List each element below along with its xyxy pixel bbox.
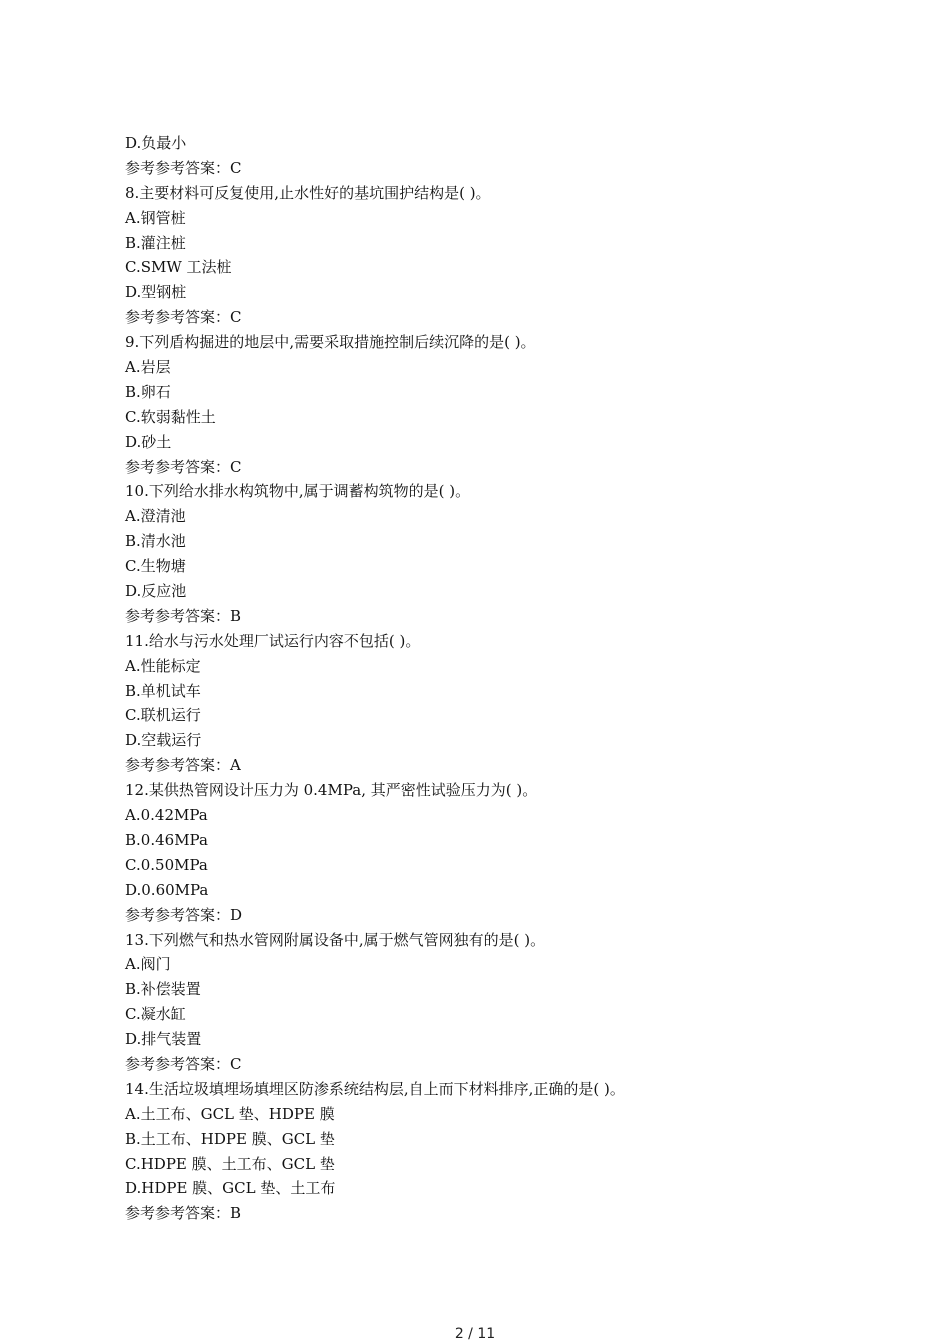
text-line: 11.给水与污水处理厂试运行内容不包括( )。 xyxy=(125,631,421,650)
text-line: 参考参考答案：C xyxy=(125,1054,242,1073)
text-line: A.澄清池 xyxy=(125,507,186,526)
text-line: B.单机试车 xyxy=(125,681,201,700)
page-number: 2 / 11 xyxy=(454,1326,496,1342)
text-line: A.土工布、GCL 垫、HDPE 膜 xyxy=(125,1104,335,1123)
text-line: C.生物塘 xyxy=(125,557,186,576)
text-line: D.负最小 xyxy=(125,134,187,152)
text-line: 参考参考答案：D xyxy=(125,905,243,924)
text-line: D.砂土 xyxy=(125,432,172,451)
text-line: A.阀门 xyxy=(125,955,171,974)
text-line: 8.主要材料可反复使用,止水性好的基坑围护结构是( )。 xyxy=(125,183,491,202)
text-line: D.空载运行 xyxy=(125,731,202,750)
text-line: 参考参考答案：C xyxy=(125,457,242,476)
text-line: 参考参考答案：B xyxy=(125,606,242,625)
text-line: 14.生活垃圾填埋场填埋区防渗系统结构层,自上而下材料排序,正确的是( )。 xyxy=(125,1079,625,1098)
text-line: B.卵石 xyxy=(125,382,171,401)
text-line: D.0.60MPa xyxy=(125,880,209,899)
text-line: A.0.42MPa xyxy=(125,806,208,825)
text-line: C.HDPE 膜、土工布、GCL 垫 xyxy=(125,1154,335,1173)
text-line: 13.下列燃气和热水管网附属设备中,属于燃气管网独有的是( )。 xyxy=(125,930,546,949)
text-line: B.清水池 xyxy=(125,532,186,551)
text-line: C.0.50MPa xyxy=(125,855,208,874)
text-line: A.钢管桩 xyxy=(125,208,186,227)
text-line: C.凝水缸 xyxy=(125,1005,186,1024)
text-line: A.岩层 xyxy=(125,358,171,377)
text-line: C.联机运行 xyxy=(125,706,201,725)
text-line: B.灌注桩 xyxy=(125,233,186,252)
text-line: 9.下列盾构掘进的地层中,需要采取措施控制后续沉降的是( )。 xyxy=(125,333,536,352)
text-line: D.排气装置 xyxy=(125,1030,202,1049)
text-line: B.0.46MPa xyxy=(125,830,208,849)
text-line: B.补偿装置 xyxy=(125,980,201,999)
text-line: D.反应池 xyxy=(125,582,187,601)
text-line: C.SMW 工法桩 xyxy=(125,258,232,277)
text-line: B.土工布、HDPE 膜、GCL 垫 xyxy=(125,1129,335,1148)
text-line: A.性能标定 xyxy=(125,656,201,675)
text-line: 参考参考答案：B xyxy=(125,1204,242,1223)
text-line: D.HDPE 膜、GCL 垫、土工布 xyxy=(125,1179,336,1198)
text-line: 参考参考答案：C xyxy=(125,158,242,177)
text-line: 参考参考答案：A xyxy=(125,756,241,775)
text-line: D.型钢桩 xyxy=(125,283,187,302)
text-line: 10.下列给水排水构筑物中,属于调蓄构筑物的是( )。 xyxy=(125,482,471,501)
document-body xyxy=(125,131,845,1226)
text-line: 参考参考答案：C xyxy=(125,308,242,327)
text-line: 12.某供热管网设计压力为 0.4MPa, 其严密性试验压力为( )。 xyxy=(125,781,538,800)
text-line: C.软弱黏性土 xyxy=(125,407,216,426)
